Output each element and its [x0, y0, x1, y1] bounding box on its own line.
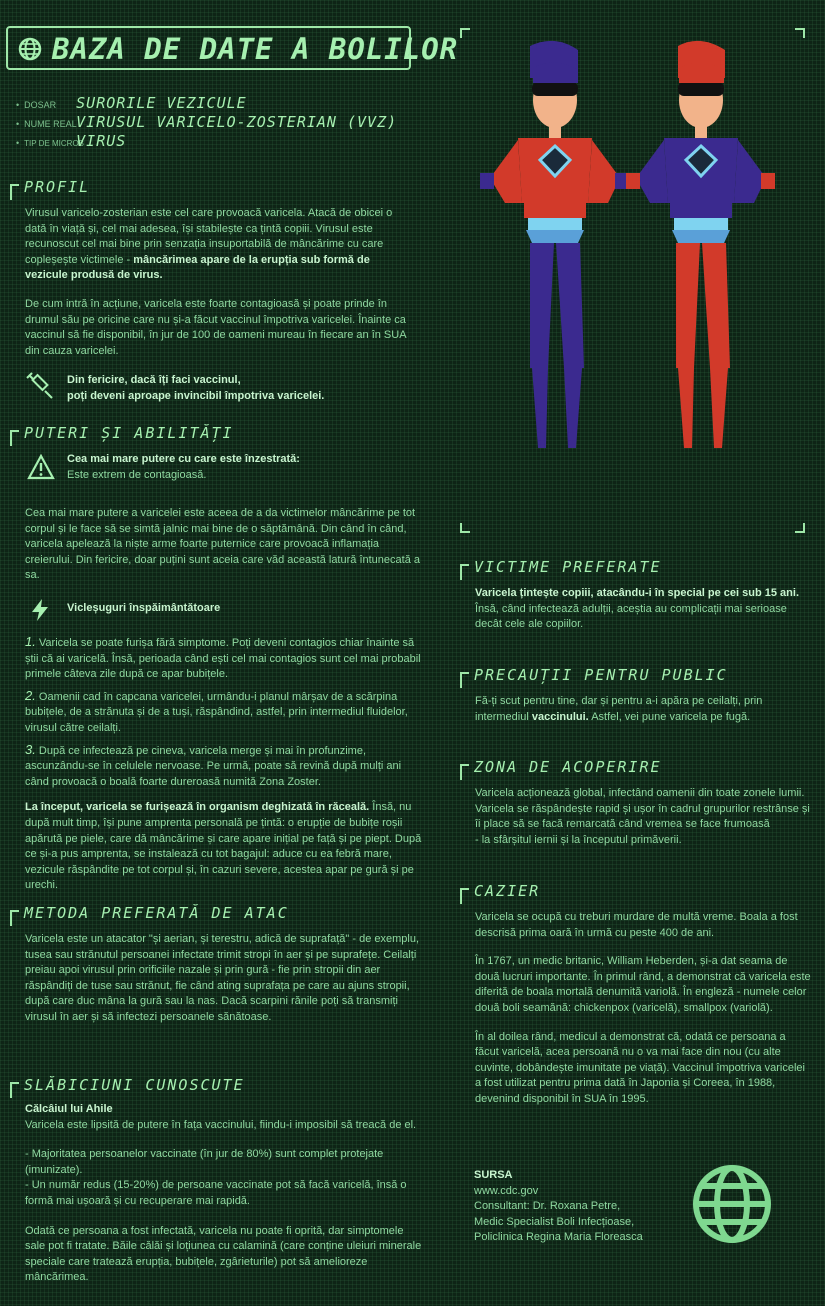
meta-value: VIRUS: [76, 132, 127, 150]
slabiciuni-text: - Un număr redus (15-20%) de persoane vaccinate pot să facă varicelă, însă o formă mai ușoară și cu recuperare mai rapidă.: [25, 1179, 407, 1207]
profil-bold: mâncărimea apare de la erupția sub formă de vezicule produsă de virus.: [25, 253, 370, 282]
hero-left: [480, 41, 629, 448]
section-heading: VICTIME PREFERATE: [474, 558, 662, 576]
cazier-text: În al doilea rând, medicul a demonstrat că, odată ce persoana a făcut varicelă, acea persoană nu o va mai face din nou (cu alte cuvinte, dobândește imunitate pe viață). Vaccinul împotriva varicelei a fost utilizat pentru prima dată în Japonia și Coreea, în 1988, devenind disponibil în SUA în 1995.: [475, 1030, 805, 1105]
zona-text: Varicela acționează global, infectând oamenii din toate zonele lumii. Varicela se răspândește rapid și ușor în cadrul grupurilor restrânse și îi place să se facă remarcată când vremea se face frumoasă: [475, 787, 810, 831]
precautii-text: Astfel, vei pune varicela pe fugă.: [591, 710, 751, 723]
meta-key: TIP DE MICROB: [24, 139, 85, 148]
callout-line: Din fericire, dacă îți faci vaccinul,: [67, 374, 241, 387]
title-box: [6, 26, 459, 70]
victime-bold: Varicela țintește copiii, atacându-i în special pe cei sub 15 ani.: [475, 587, 800, 599]
section-metoda: [10, 904, 422, 1026]
warning-callout: [25, 452, 422, 486]
sursa-line: Policlinica Regina Maria Floreasca: [474, 1231, 643, 1244]
slabiciuni-subtitle: Călcâiul lui Ahile: [25, 1103, 113, 1115]
section-heading: SLĂBICIUNI CUNOSCUTE: [24, 1076, 245, 1094]
section-victime: [460, 558, 812, 633]
slabiciuni-text: Odată ce persoana a fost infectată, varicela nu poate fi oprită, dar simptomele sale pot fi tratate. Băile călăi și loțiunea cu calamină (care conține uleiuri minerale speciale care tratează erupția, bubițele, zgârieturile) pot să amelioreze mâncărimea.: [25, 1224, 422, 1284]
profil-text: Virusul varicelo-zosterian este cel care provoacă varicela. Atacă de obicei o dată în viață și, cel mai adesea, își stabilește ca țintă copiii. Virusul este recunoscut cel mai bine prin senzația insuportabilă de mâncărime cu care copleșește victimele -: [25, 207, 393, 266]
lightning-icon: [29, 598, 51, 622]
meta-value: SURORILE VEZICULE: [76, 94, 247, 112]
meta-row-dosar: • DOSAR SURORILE VEZICULE: [16, 94, 247, 112]
warning-title: Cea mai mare putere cu care este înzestrată:: [67, 453, 300, 465]
section-heading: PROFIL: [24, 178, 91, 196]
page-title: BAZA DE DATE A BOLILOR: [52, 32, 459, 66]
section-zona: [460, 758, 812, 848]
zona-text-2: - la sfârșitul iernii și la începutul primăverii.: [475, 833, 682, 846]
section-heading: PUTERI ȘI ABILITĂȚI: [24, 424, 234, 442]
precautii-bold: vaccinului.: [531, 710, 589, 723]
section-profil: [10, 178, 410, 405]
metoda-text: Varicela este un atacator "și aerian, și terestru, adică de suprafață" - de exemplu, tusea sau strănutul persoanei infectate trimit stropi în aer și pe suprafețe. Ceilalți preiau apoi virusul prin orificiile nazale și prin gură - fie prin stropii din aer răspândiți de tuse sau strănut, fie când ating suprafața pe care au ajuns stropii, după care duc mâna la gură sau la nas. Dacă scarpini rănile poți să transmiți virusul în aer și să infectezi persoanele sănătoase.: [25, 933, 420, 1023]
meta-row-tip-microb: • TIP DE MICROBVIRUS: [16, 132, 127, 150]
cazier-text: În 1767, un medic britanic, William Heberden, și-a dat seama de două lucruri importante. În primul rând, a demonstrat că varicela este diferită de boala mortală denumită variolă. În engleză - numele celor două boli seamănă: chickenpox (varicelă), smallpox (variolă).: [475, 955, 811, 1014]
syringe-icon: [25, 371, 55, 401]
sursa-title: SURSA: [474, 1169, 513, 1181]
profil-text-2: De cum intră în acțiune, varicela este foarte contagioasă și poate prinde în drumul său pe oricine care nu și-a făcut vaccinul împotriva varicelei. Înainte ca vaccinul să fie disponibil, în jur de 100 de oameni mureau în fiecare an în SUA din cauza varicelei.: [25, 297, 406, 357]
hero-illustration: [460, 28, 805, 533]
section-heading: ZONA DE ACOPERIRE: [474, 758, 662, 776]
section-sursa: [474, 1168, 694, 1246]
tricks-callout: [25, 598, 422, 624]
hero-right: [626, 41, 775, 448]
slabiciuni-text: Varicela este lipsită de putere în fața vaccinului, fiindu-i imposibil să treacă de el.: [25, 1118, 417, 1131]
tricks-title: Vicleșuguri înspăimântătoare: [67, 601, 221, 614]
sursa-line: www.cdc.gov: [474, 1184, 539, 1197]
meta-value: VIRUSUL VARICELO-ZOSTERIAN (VVZ): [76, 113, 398, 131]
meta-row-nume-real: • NUME REALVIRUSUL VARICELO-ZOSTERIAN (VVZ): [16, 113, 398, 131]
warning-icon: [27, 454, 55, 480]
warning-text: Este extrem de contagioasă.: [67, 468, 207, 481]
section-slabiciuni: [10, 1076, 422, 1286]
puteri-text: Cea mai mare putere a varicelei este aceea de a da victimelor mâncărime pe tot corpul și le face să se simtă jalnic mai bine de o săptămână. Din când în când, varicela apelează la niște arme foarte puternice care provoacă inflamația creierului. Din fericire, doar puțini sunt aceia care văd această latură întunecată a sa.: [25, 507, 420, 582]
precautii-text: Fă-ți scut pentru tine, dar și pentru a-i apăra pe ceilalți, prin intermediul: [475, 695, 763, 723]
trick-item-3: 3. După ce infectează pe cineva, varicela merge și mai în profunzime, ascunzându-se în celulele nervoase. Pe urmă, poate să revină după mulți ani când provoacă o boală foarte dureroasă numită Zona Zoster.: [25, 741, 402, 788]
section-precautii: [460, 666, 812, 725]
section-heading: PRECAUȚII PENTRU PUBLIC: [474, 666, 728, 684]
trick-item-2: 2. Oamenii cad în capcana varicelei, urmându-i planul mârșav de a scărpina bubițele, de a strănuta și de a tuși, răspândind, astfel, prin intermediul fluidelor, virusul către ceilalți.: [25, 687, 408, 734]
callout-line: poți deveni aproape invincibil împotriva varicelei.: [67, 389, 325, 402]
puteri-text-2: La început, varicela se furișează în organism deghizată în răceală. Însă, nu după mult timp, își pune amprenta personală pe țintă: o erupție de bubițe roșii apărută pe piele, care dă mâncărime și care apare inițial pe față și pe piept. După ce și-a pus amprenta, se instalează cu tot bagajul: aduce cu ea febră mare, vezicule răspândite pe tot corpul și, în cazuri severe, acestea apar pe gură și pe urechi.: [25, 801, 422, 892]
cazier-text: Varicela se ocupă cu treburi murdare de multă vreme. Boala a fost descrisă prima oară în urmă cu peste 400 de ani.: [475, 911, 798, 939]
globe-icon: [18, 37, 42, 61]
meta-key: NUME REAL: [24, 119, 77, 129]
profil-callout: [25, 371, 410, 405]
section-cazier: [460, 882, 812, 1108]
slabiciuni-text: - Majoritatea persoanelor vaccinate (în jur de 80%) sunt complet protejate (imunizate).: [25, 1148, 384, 1176]
section-puteri: [10, 424, 422, 894]
section-heading: METODA PREFERATĂ DE ATAC: [24, 904, 289, 922]
victime-text: Însă, când infectează adulții, aceștia au complicații mai serioase decât cele ale copiilor.: [475, 602, 787, 631]
hero-frame: [460, 28, 805, 533]
meta-key: DOSAR: [24, 100, 57, 110]
sursa-line: Medic Specialist Boli Infecțioase,: [474, 1215, 635, 1228]
sursa-line: Consultant: Dr. Roxana Petre,: [474, 1200, 621, 1213]
trick-item-1: 1. Varicela se poate furișa fără simptome. Poți deveni contagios chiar înainte să știi că ai varicelă. Însă, perioada când ești cel mai contagios sunt cel mai probabil primele câteva zile după ce apar bubițele.: [25, 633, 421, 681]
globe-icon: [690, 1162, 774, 1246]
section-heading: CAZIER: [474, 882, 541, 900]
